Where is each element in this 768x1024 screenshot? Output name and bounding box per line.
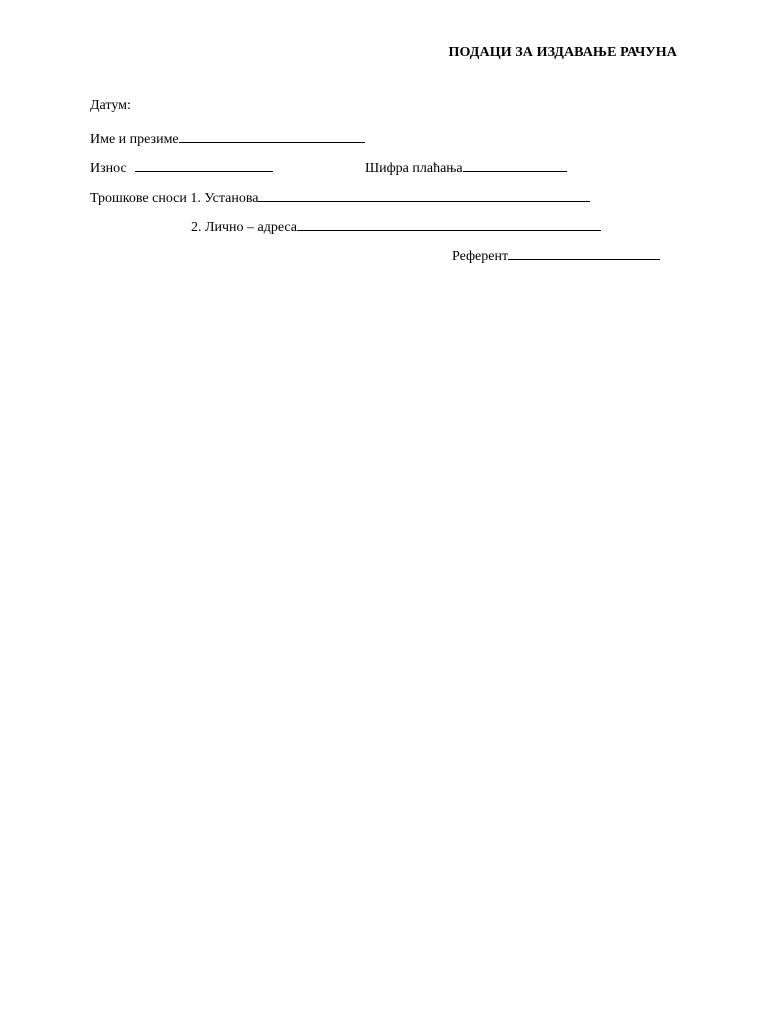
name-blank-line[interactable] [179,129,365,143]
referent-label: Референт [452,249,509,264]
amount-field-row [90,158,273,178]
personal-address-label: 2. Лично – адреса [191,220,298,235]
payment-code-field-row [365,158,567,178]
referent-blank-line[interactable] [508,246,660,260]
payment-code-label: Шифра плаћања [365,161,463,176]
name-label: Име и презиме [90,132,179,147]
date-label: Датум: [90,98,131,113]
costs-institution-row [90,188,590,208]
referent-row [452,246,660,266]
name-field-row [90,129,365,149]
costs-personal-row [191,217,601,237]
payment-code-blank-line[interactable] [463,158,567,172]
personal-address-blank-line[interactable] [297,217,601,231]
institution-blank-line[interactable] [258,188,590,202]
amount-blank-line[interactable] [135,158,273,172]
costs-institution-label: Трошкове сноси 1. Установа [90,191,259,206]
date-field-row [90,97,131,115]
document-title: ПОДАЦИ ЗА ИЗДАВАЊЕ РАЧУНА [448,45,677,60]
amount-label: Износ [90,161,127,176]
